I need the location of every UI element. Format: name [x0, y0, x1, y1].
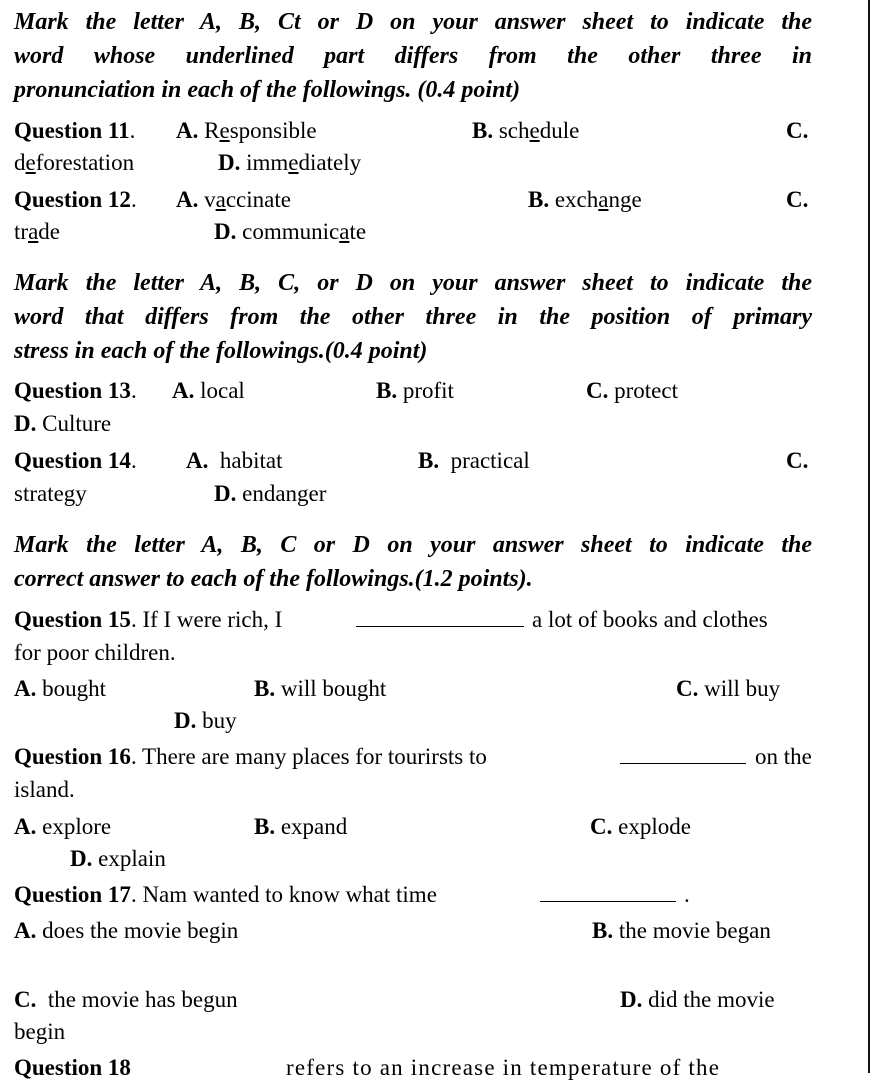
option-d: endanger — [242, 481, 327, 506]
option-letter: A. — [172, 378, 195, 403]
option-letter: C. — [676, 676, 699, 701]
question-16-options — [14, 813, 812, 841]
option-a: Responsible — [204, 118, 317, 143]
option-a: does the movie begin — [42, 918, 239, 943]
question-label: Question 18 — [14, 1055, 131, 1080]
option-a: explore — [42, 814, 112, 839]
option-c: strategy — [14, 481, 87, 506]
option-c: will buy — [704, 676, 781, 701]
option-d: buy — [202, 708, 237, 733]
option-b: schedule — [498, 118, 580, 143]
question-text-cont: island. — [14, 777, 75, 802]
question-17: Question 17. Nam wanted to know what time . — [14, 882, 690, 907]
instruction-stress-line: Mark the letter A, B, C, or D on your answer sheet to indicate the — [14, 270, 812, 296]
instruction-pronunciation-line: Mark the letter A, B, Ct or D on your answer sheet to indicate the — [14, 9, 812, 35]
question-text: Nam wanted to know what time — [142, 882, 437, 907]
option-letter: C. — [786, 118, 809, 143]
option-a: vaccinate — [204, 187, 291, 212]
instruction-correct-line: correct answer to each of the followings.(1.2 points). — [14, 566, 533, 592]
option-b: the movie began — [618, 918, 771, 943]
instruction-stress-line: word that differs from the other three in the position of primary — [14, 304, 812, 330]
question-17-options — [14, 917, 812, 945]
question-13-cont — [14, 410, 812, 438]
option-b: expand — [280, 814, 348, 839]
option-c: deforestation — [14, 150, 135, 175]
option-letter: C. — [14, 987, 37, 1012]
option-letter: D. — [70, 846, 93, 871]
instruction-pronunciation-line: word whose underlined part differs from the other three in — [14, 43, 812, 69]
question-label: Question 11 — [14, 118, 130, 143]
option-d: explain — [98, 846, 166, 871]
option-letter: D. — [174, 708, 197, 733]
question-text: on the — [755, 744, 812, 769]
option-letter: C. — [786, 187, 809, 212]
question-12-cont — [14, 218, 812, 246]
question-17-options — [14, 986, 812, 1014]
option-letter: C. — [786, 448, 809, 473]
option-letter: B. — [472, 118, 494, 143]
question-15-options — [14, 675, 812, 703]
option-letter: A. — [176, 187, 199, 212]
option-a: habitat — [219, 448, 283, 473]
option-letter: A. — [186, 448, 209, 473]
question-14-cont — [14, 480, 812, 508]
answer-blank — [540, 881, 676, 909]
answer-blank — [620, 743, 746, 771]
option-d: did the movie — [648, 987, 775, 1012]
page-border — [868, 0, 870, 1073]
option-letter: B. — [528, 187, 550, 212]
question-15: Question 15. If I were rich, I a lot of books and clothes — [14, 607, 768, 632]
option-letter: D. — [214, 481, 237, 506]
option-letter: A. — [14, 918, 37, 943]
option-letter: A. — [14, 676, 37, 701]
option-letter: B. — [418, 448, 440, 473]
option-letter: A. — [14, 814, 37, 839]
option-c: the movie has begun — [47, 987, 238, 1012]
option-b: will bought — [280, 676, 387, 701]
question-13: Question 13. A. local B. profit C. protect — [14, 378, 678, 403]
option-b: profit — [402, 378, 454, 403]
option-d: communicate — [242, 219, 367, 244]
question-16: Question 16. There are many places for tourirsts to on the — [14, 744, 812, 769]
question-text: a lot of books and clothes — [532, 607, 768, 632]
question-text: If I were rich, I — [142, 607, 283, 632]
question-text: refers to an increase in temperature of the — [286, 1055, 721, 1080]
instruction-stress-line: stress in each of the followings.(0.4 point) — [14, 338, 428, 364]
question-label: Question 16 — [14, 744, 131, 769]
question-label: Question 12 — [14, 187, 131, 212]
option-letter: D. — [218, 150, 241, 175]
question-label: Question 17 — [14, 882, 131, 907]
question-label: Question 15 — [14, 607, 131, 632]
instruction-correct-line: Mark the letter A, B, C or D on your answer sheet to indicate the — [14, 532, 812, 558]
question-label: Question 13 — [14, 378, 131, 403]
option-c: explode — [618, 814, 691, 839]
option-d-cont: begin — [14, 1019, 66, 1044]
option-b: practical — [450, 448, 530, 473]
option-letter: C. — [586, 378, 609, 403]
option-letter: A. — [176, 118, 199, 143]
question-text-cont: for poor children. — [14, 640, 176, 665]
question-18 — [14, 1054, 812, 1082]
instruction-pronunciation-line: pronunciation in each of the followings. (0.4 point) — [14, 77, 521, 103]
question-text: . — [684, 882, 690, 907]
option-d: Culture — [42, 411, 112, 436]
option-b: exchange — [554, 187, 642, 212]
option-c: trade — [14, 219, 60, 244]
question-14: Question 14. A. habitat B. practical C. — [14, 448, 809, 473]
question-text: There are many places for tourirsts to — [142, 744, 487, 769]
answer-blank — [356, 606, 524, 634]
option-a: bought — [42, 676, 107, 701]
question-12: Question 12. A. vaccinate B. exchange C. — [14, 187, 809, 212]
option-a: local — [200, 378, 245, 403]
option-letter: C. — [590, 814, 613, 839]
question-11: Question 11. A. Responsible B. schedule C. — [14, 118, 809, 143]
option-letter: B. — [254, 814, 276, 839]
option-letter: B. — [254, 676, 276, 701]
option-d: immediately — [246, 150, 362, 175]
option-letter: B. — [592, 918, 614, 943]
option-letter: B. — [376, 378, 398, 403]
question-label: Question 14 — [14, 448, 131, 473]
option-c: protect — [614, 378, 678, 403]
option-letter: D. — [620, 987, 643, 1012]
option-letter: D. — [14, 411, 37, 436]
question-11-cont — [14, 149, 812, 177]
option-letter: D. — [214, 219, 237, 244]
